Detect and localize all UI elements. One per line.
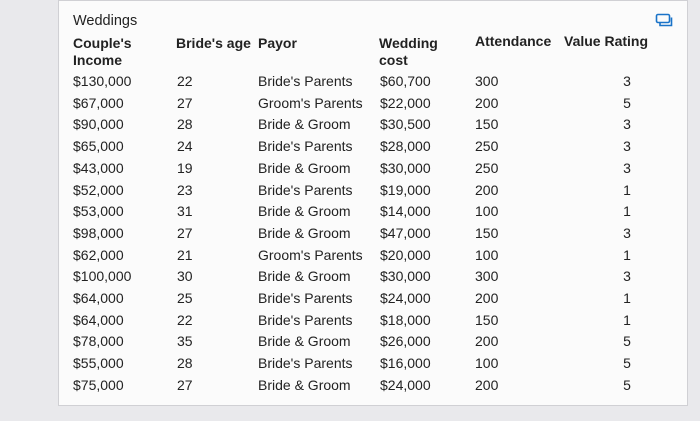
cell-income: $53,000 [73,203,124,220]
cell-rating: 3 [623,224,631,241]
cell-income: $65,000 [73,138,124,155]
cell-payor: Groom's Parents [258,246,363,263]
cell-payor: Bride's Parents [258,290,353,306]
cell-income: $55,000 [73,355,124,372]
cell-rating: 3 [623,116,631,133]
cell-attendance: 150 [475,224,499,241]
cell-rating: 3 [623,159,631,176]
cell-income: $64,000 [73,311,124,328]
cell-income: $75,000 [73,376,124,393]
cell-cost: $26,000 [380,333,431,350]
cell-age: 30 [177,268,193,285]
cell-attendance: 250 [475,159,499,176]
cell-age: 27 [177,224,193,241]
cell-age: 19 [177,159,193,176]
cell-attendance: 200 [475,333,499,350]
cell-payor: Bride's Parents [258,138,353,155]
cell-attendance: 200 [475,376,499,393]
cell-attendance: 250 [475,138,499,155]
header-cost [379,35,438,69]
header-income-line2: Income [73,52,123,68]
cell-cost: $20,000 [380,246,431,263]
cell-payor: Bride & Groom [258,159,351,176]
cell-income: $43,000 [73,159,124,176]
cell-attendance: 100 [475,246,499,263]
cell-cost: $28,000 [380,138,431,155]
cell-income: $90,000 [73,116,124,133]
cell-age: 23 [177,181,193,198]
cell-payor: Groom's Parents [258,94,363,111]
cell-rating: 1 [623,290,631,306]
cell-cost: $24,000 [380,290,431,306]
cell-cost: $24,000 [380,376,431,393]
cell-payor: Bride & Groom [258,203,351,220]
cell-cost: $47,000 [380,224,431,241]
copy-icon[interactable] [655,13,673,27]
header-income-line1: Couple's [73,35,132,51]
cell-age: 28 [177,355,193,372]
cell-income: $64,000 [73,290,124,306]
weddings-table-panel [58,0,688,406]
cell-attendance: 200 [475,290,499,306]
cell-cost: $30,000 [380,159,431,176]
cell-rating: 1 [623,246,631,263]
cell-cost: $16,000 [380,355,431,372]
header-cost-line1: Wedding [379,35,438,51]
cell-cost: $30,500 [380,116,431,133]
cell-payor: Bride's Parents [258,181,353,198]
cell-income: $98,000 [73,224,124,241]
header-attendance: Attendance [475,33,552,49]
cell-payor: Bride's Parents [258,73,353,89]
cell-income: $78,000 [73,333,124,350]
cell-attendance: 100 [475,203,499,220]
cell-age: 22 [177,73,193,89]
cell-attendance: 150 [475,116,499,133]
cell-cost: $60,700 [380,73,431,89]
cell-age: 35 [177,333,193,350]
header-age: Bride's age [176,35,251,51]
cell-age: 25 [177,290,193,306]
cell-attendance: 200 [475,94,499,111]
cell-attendance: 200 [475,181,499,198]
cell-age: 21 [177,246,193,263]
cell-attendance: 300 [475,268,499,285]
cell-cost: $30,000 [380,268,431,285]
cell-income: $52,000 [73,181,124,198]
header-payor: Payor [258,35,297,51]
cell-age: 28 [177,116,193,133]
cell-attendance: 150 [475,311,499,328]
table-title: Weddings [73,13,138,29]
cell-rating: 5 [623,333,631,350]
cell-age: 27 [177,94,193,111]
cell-payor: Bride & Groom [258,116,351,133]
cell-payor: Bride's Parents [258,355,353,372]
cell-rating: 5 [623,376,631,393]
cell-attendance: 100 [475,355,499,372]
cell-rating: 1 [623,181,631,198]
cell-cost: $22,000 [380,94,431,111]
cell-cost: $18,000 [380,311,431,328]
cell-rating: 3 [623,268,631,285]
cell-rating: 3 [623,73,631,89]
cell-cost: $19,000 [380,181,431,198]
cell-rating: 1 [623,203,631,220]
cell-income: $62,000 [73,246,124,263]
header-rating: Value Rating [564,33,649,49]
cell-payor: Bride's Parents [258,311,353,328]
cell-rating: 1 [623,311,631,328]
cell-rating: 3 [623,138,631,155]
cell-payor: Bride & Groom [258,224,351,241]
cell-payor: Bride & Groom [258,268,351,285]
cell-income: $100,000 [73,268,132,285]
cell-rating: 5 [623,355,631,372]
cell-attendance: 300 [475,73,499,89]
cell-payor: Bride & Groom [258,376,351,393]
cell-rating: 5 [623,94,631,111]
cell-age: 24 [177,138,193,155]
cell-age: 31 [177,203,193,220]
cell-income: $130,000 [73,73,132,89]
cell-income: $67,000 [73,94,124,111]
cell-cost: $14,000 [380,203,431,220]
cell-age: 27 [177,376,193,393]
header-income [73,35,132,69]
cell-payor: Bride & Groom [258,333,351,350]
cell-age: 22 [177,311,193,328]
header-cost-line2: cost [379,52,408,68]
